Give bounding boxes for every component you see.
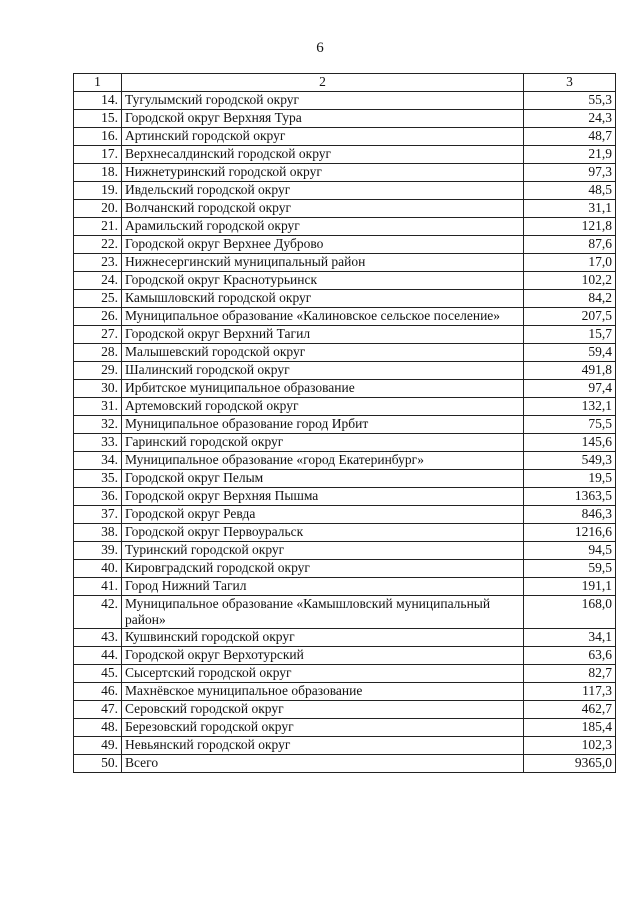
table-row bbox=[74, 398, 616, 416]
row-number: 36. bbox=[74, 488, 122, 506]
row-name: Махнёвское муниципальное образование bbox=[122, 683, 524, 701]
table-row bbox=[74, 290, 616, 308]
row-name: Нижнетуринский городской округ bbox=[122, 164, 524, 182]
row-number: 39. bbox=[74, 542, 122, 560]
row-name: Артинский городской округ bbox=[122, 128, 524, 146]
row-value: 34,1 bbox=[524, 629, 616, 647]
row-number: 46. bbox=[74, 683, 122, 701]
table-row bbox=[74, 629, 616, 647]
row-value: 59,5 bbox=[524, 560, 616, 578]
row-number: 37. bbox=[74, 506, 122, 524]
row-value: 48,5 bbox=[524, 182, 616, 200]
table-row bbox=[74, 542, 616, 560]
table-body bbox=[74, 74, 616, 773]
row-value: 15,7 bbox=[524, 326, 616, 344]
table-row bbox=[74, 488, 616, 506]
table-row bbox=[74, 701, 616, 719]
table-row bbox=[74, 272, 616, 290]
row-number: 15. bbox=[74, 110, 122, 128]
row-name: Волчанский городской округ bbox=[122, 200, 524, 218]
table-row bbox=[74, 92, 616, 110]
row-value: 491,8 bbox=[524, 362, 616, 380]
row-value: 63,6 bbox=[524, 647, 616, 665]
table-row bbox=[74, 416, 616, 434]
table-row bbox=[74, 506, 616, 524]
row-number: 16. bbox=[74, 128, 122, 146]
row-name: Всего bbox=[122, 755, 524, 773]
row-name: Гаринский городской округ bbox=[122, 434, 524, 452]
table-row bbox=[74, 524, 616, 542]
table-row bbox=[74, 578, 616, 596]
row-value: 97,3 bbox=[524, 164, 616, 182]
row-number: 24. bbox=[74, 272, 122, 290]
row-number: 41. bbox=[74, 578, 122, 596]
row-value: 31,1 bbox=[524, 200, 616, 218]
row-number: 42. bbox=[74, 596, 122, 629]
row-name: Камышловский городской округ bbox=[122, 290, 524, 308]
row-name: Городской округ Верхняя Тура bbox=[122, 110, 524, 128]
row-value: 102,3 bbox=[524, 737, 616, 755]
row-number: 19. bbox=[74, 182, 122, 200]
row-value: 94,5 bbox=[524, 542, 616, 560]
row-number: 32. bbox=[74, 416, 122, 434]
row-name: Сысертский городской округ bbox=[122, 665, 524, 683]
row-name: Город Нижний Тагил bbox=[122, 578, 524, 596]
table-row bbox=[74, 755, 616, 773]
table-row bbox=[74, 182, 616, 200]
table-row bbox=[74, 665, 616, 683]
row-number: 35. bbox=[74, 470, 122, 488]
row-value: 102,2 bbox=[524, 272, 616, 290]
row-name: Арамильский городской округ bbox=[122, 218, 524, 236]
row-number: 50. bbox=[74, 755, 122, 773]
row-number: 44. bbox=[74, 647, 122, 665]
row-name: Серовский городской округ bbox=[122, 701, 524, 719]
row-number: 49. bbox=[74, 737, 122, 755]
row-name: Городской округ Пелым bbox=[122, 470, 524, 488]
row-name: Городской округ Верхняя Пышма bbox=[122, 488, 524, 506]
row-number: 22. bbox=[74, 236, 122, 254]
row-value: 168,0 bbox=[524, 596, 616, 629]
row-value: 87,6 bbox=[524, 236, 616, 254]
table-header-row bbox=[74, 74, 616, 92]
row-name: Городской округ Ревда bbox=[122, 506, 524, 524]
table-row bbox=[74, 146, 616, 164]
row-number: 48. bbox=[74, 719, 122, 737]
row-name: Верхнесалдинский городской округ bbox=[122, 146, 524, 164]
row-number: 31. bbox=[74, 398, 122, 416]
row-number: 23. bbox=[74, 254, 122, 272]
row-number: 26. bbox=[74, 308, 122, 326]
row-number: 25. bbox=[74, 290, 122, 308]
row-number: 14. bbox=[74, 92, 122, 110]
row-name: Городской округ Краснотурьинск bbox=[122, 272, 524, 290]
table-row bbox=[74, 434, 616, 452]
row-value: 24,3 bbox=[524, 110, 616, 128]
row-name: Малышевский городской округ bbox=[122, 344, 524, 362]
table-row bbox=[74, 683, 616, 701]
table-row bbox=[74, 647, 616, 665]
table-row bbox=[74, 326, 616, 344]
row-value: 59,4 bbox=[524, 344, 616, 362]
row-name: Тугулымский городской округ bbox=[122, 92, 524, 110]
row-name: Березовский городской округ bbox=[122, 719, 524, 737]
row-name: Ирбитское муниципальное образование bbox=[122, 380, 524, 398]
table-row bbox=[74, 218, 616, 236]
table-row bbox=[74, 164, 616, 182]
table-row bbox=[74, 110, 616, 128]
table-row bbox=[74, 200, 616, 218]
page-number: 6 bbox=[316, 40, 324, 56]
row-value: 549,3 bbox=[524, 452, 616, 470]
row-name: Нижнесергинский муниципальный район bbox=[122, 254, 524, 272]
table-row bbox=[74, 128, 616, 146]
row-number: 28. bbox=[74, 344, 122, 362]
row-number: 47. bbox=[74, 701, 122, 719]
row-value: 185,4 bbox=[524, 719, 616, 737]
row-number: 43. bbox=[74, 629, 122, 647]
row-value: 21,9 bbox=[524, 146, 616, 164]
row-value: 19,5 bbox=[524, 470, 616, 488]
table-row bbox=[74, 719, 616, 737]
table-row bbox=[74, 737, 616, 755]
row-value: 145,6 bbox=[524, 434, 616, 452]
row-name: Муниципальное образование «Камышловский муниципальный район» bbox=[122, 596, 524, 629]
row-number: 40. bbox=[74, 560, 122, 578]
row-number: 30. bbox=[74, 380, 122, 398]
row-value: 132,1 bbox=[524, 398, 616, 416]
row-value: 48,7 bbox=[524, 128, 616, 146]
row-name: Шалинский городской округ bbox=[122, 362, 524, 380]
row-value: 84,2 bbox=[524, 290, 616, 308]
row-value: 75,5 bbox=[524, 416, 616, 434]
row-name: Невьянский городской округ bbox=[122, 737, 524, 755]
row-name: Ивдельский городской округ bbox=[122, 182, 524, 200]
data-table bbox=[73, 73, 616, 773]
table-row bbox=[74, 254, 616, 272]
table-row bbox=[74, 596, 616, 629]
row-value: 462,7 bbox=[524, 701, 616, 719]
table-row bbox=[74, 380, 616, 398]
row-value: 55,3 bbox=[524, 92, 616, 110]
row-value: 17,0 bbox=[524, 254, 616, 272]
row-name: Городской округ Верхотурский bbox=[122, 647, 524, 665]
table-row bbox=[74, 560, 616, 578]
table-row bbox=[74, 236, 616, 254]
row-number: 38. bbox=[74, 524, 122, 542]
row-number: 20. bbox=[74, 200, 122, 218]
row-number: 18. bbox=[74, 164, 122, 182]
header-col-2: 2 bbox=[122, 74, 524, 92]
row-number: 29. bbox=[74, 362, 122, 380]
row-name: Городской округ Верхнее Дуброво bbox=[122, 236, 524, 254]
row-number: 21. bbox=[74, 218, 122, 236]
row-number: 27. bbox=[74, 326, 122, 344]
table-row bbox=[74, 308, 616, 326]
row-name: Муниципальное образование «город Екатеринбург» bbox=[122, 452, 524, 470]
row-value: 846,3 bbox=[524, 506, 616, 524]
row-value: 82,7 bbox=[524, 665, 616, 683]
row-number: 17. bbox=[74, 146, 122, 164]
row-value: 121,8 bbox=[524, 218, 616, 236]
row-name: Кировградский городской округ bbox=[122, 560, 524, 578]
row-value: 117,3 bbox=[524, 683, 616, 701]
row-value: 97,4 bbox=[524, 380, 616, 398]
table-row bbox=[74, 470, 616, 488]
row-value: 207,5 bbox=[524, 308, 616, 326]
row-value: 9365,0 bbox=[524, 755, 616, 773]
row-name: Кушвинский городской округ bbox=[122, 629, 524, 647]
row-name: Городской округ Первоуральск bbox=[122, 524, 524, 542]
row-value: 1363,5 bbox=[524, 488, 616, 506]
header-col-3: 3 bbox=[524, 74, 616, 92]
row-value: 1216,6 bbox=[524, 524, 616, 542]
row-name: Артемовский городской округ bbox=[122, 398, 524, 416]
row-name: Муниципальное образование «Калиновское сельское поселение» bbox=[122, 308, 524, 326]
table-row bbox=[74, 344, 616, 362]
row-value: 191,1 bbox=[524, 578, 616, 596]
row-name: Городской округ Верхний Тагил bbox=[122, 326, 524, 344]
row-name: Муниципальное образование город Ирбит bbox=[122, 416, 524, 434]
table-row bbox=[74, 362, 616, 380]
row-number: 45. bbox=[74, 665, 122, 683]
row-number: 33. bbox=[74, 434, 122, 452]
header-col-1: 1 bbox=[74, 74, 122, 92]
row-number: 34. bbox=[74, 452, 122, 470]
row-name: Туринский городской округ bbox=[122, 542, 524, 560]
table-row bbox=[74, 452, 616, 470]
